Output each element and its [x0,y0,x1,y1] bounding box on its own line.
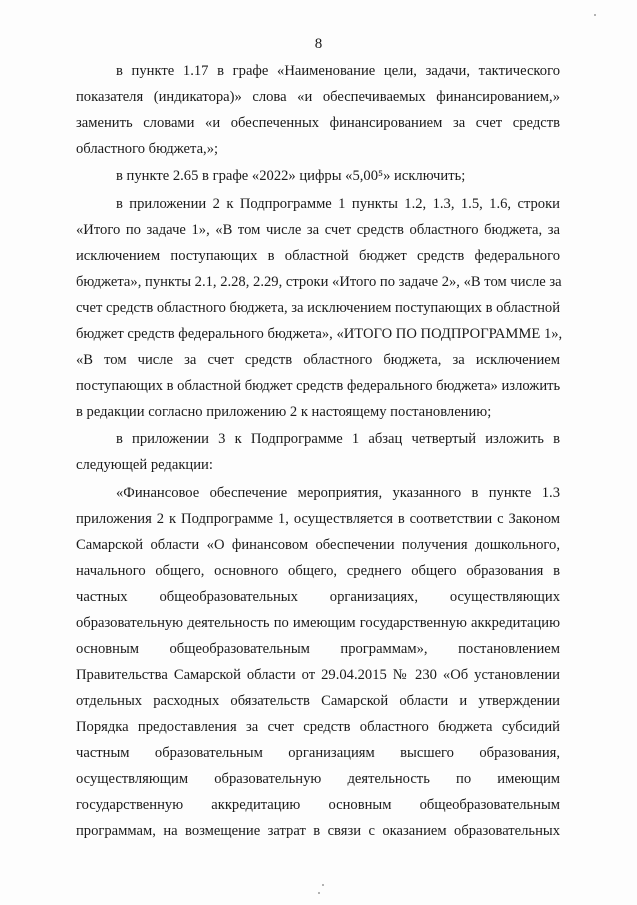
text-line: Правительства Самарской области от 29.04.2015 № 230 «Об установлении [76,667,560,683]
text-line: исключением поступающих в областной бюджет средств федерального [76,248,560,264]
page-number: 8 [314,36,323,52]
text-line: счет средств областного бюджета, за исключением поступающих в областной [76,300,561,316]
text-line: Порядка предоставления за счет средств областного бюджета субсидий [76,719,560,735]
text-line: государственную аккредитацию основным общеобразовательным [76,797,560,813]
text-line: осуществляющим образовательную деятельность по имеющим [76,771,560,787]
text-line: частных общеобразовательных организациях, осуществляющих [76,589,560,605]
text-line: отдельных расходных обязательств Самарской области и утверждении [76,693,560,709]
text-line: поступающих в областной бюджет средств федерального бюджета» изложить [76,378,561,394]
text-line: в приложении 2 к Подпрограмме 1 пункты 1.2, 1.3, 1.5, 1.6, строки [116,196,560,212]
text-line: программам, на возмещение затрат в связи с оказанием образовательных [76,823,560,839]
scan-speck [318,892,320,894]
text-line: «Итого по задаче 1», «В том числе за счет средств областного бюджета, за [76,222,560,238]
text-line: образовательную деятельность по имеющим государственную аккредитацию [76,615,560,631]
scan-speck [594,14,596,16]
text-line: следующей редакции: [76,457,213,473]
text-line: бюджета», пункты 2.1, 2.28, 2.29, строки «Итого по задаче 2», «В том числе за [76,274,562,290]
text-line: областного бюджета,»; [76,141,219,157]
text-line: в редакции согласно приложению 2 к настоящему постановлению; [76,404,492,420]
text-line: в пункте 2.65 в графе «2022» цифры «5,00⁵» исключить; [116,168,466,184]
text-line: Самарской области «О финансовом обеспечении получения дошкольного, [76,537,560,553]
text-line: показателя (индикатора)» слова «и обеспечиваемых финансированием,» [76,89,560,105]
text-line: в пункте 1.17 в графе «Наименование цели, задачи, тактического [116,63,560,79]
text-line: частным образовательным организациям высшего образования, [76,745,560,761]
text-line: заменить словами «и обеспеченных финансированием за счет средств [76,115,560,131]
text-line: начального общего, основного общего, среднего общего образования в [76,563,560,579]
text-line: «Финансовое обеспечение мероприятия, указанного в пункте 1.3 [116,485,560,501]
text-line: приложения 2 к Подпрограмме 1, осуществляется в соответствии с Законом [76,511,560,527]
text-line: основным общеобразовательным программам», постановлением [76,641,560,657]
text-line: в приложении 3 к Подпрограмме 1 абзац четвертый изложить в [116,431,560,447]
scan-speck [322,884,324,886]
text-line: «В том числе за счет средств областного бюджета, за исключением [76,352,560,368]
text-line: бюджет средств федерального бюджета», «ИТОГО ПО ПОДПРОГРАММЕ 1», [76,326,563,342]
